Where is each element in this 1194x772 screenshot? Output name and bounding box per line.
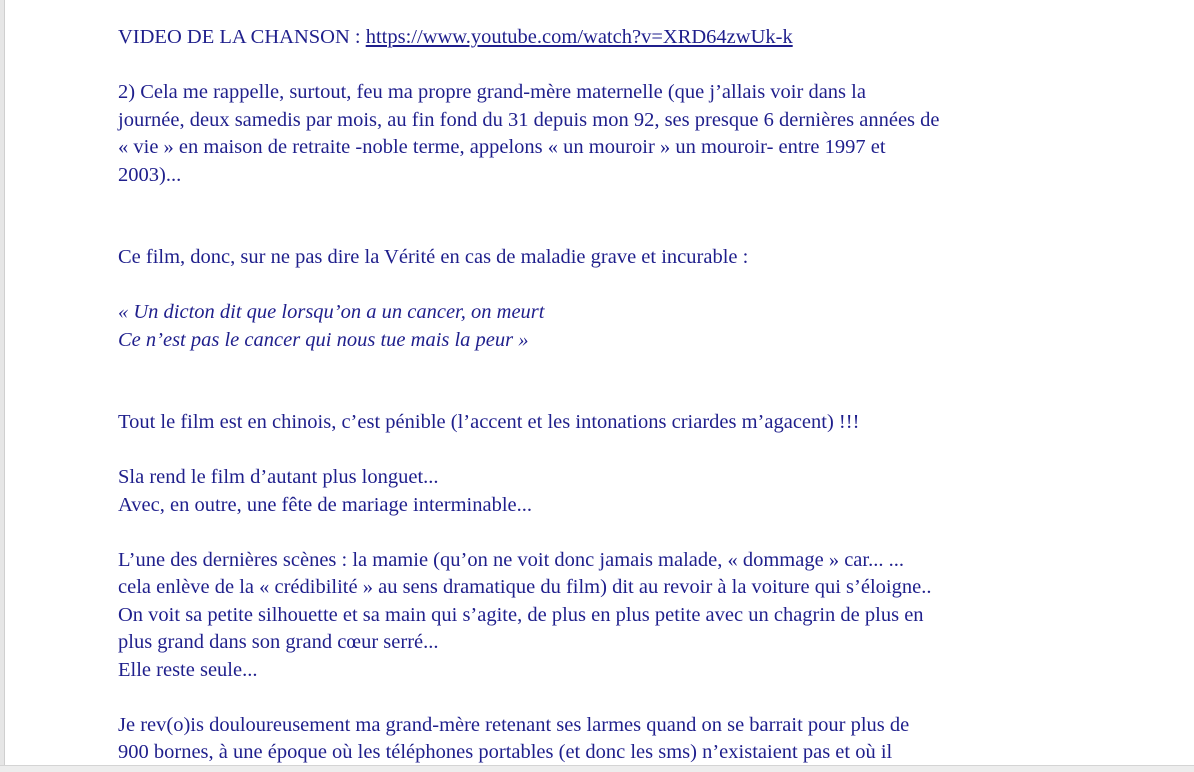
paragraph-line: Avec, en outre, une fête de mariage interminable... xyxy=(118,493,532,516)
left-window-border xyxy=(0,0,5,772)
quote-line: Ce n’est pas le cancer qui nous tue mais la peur » xyxy=(118,328,529,351)
paragraph-line: On voit sa petite silhouette et sa main qui s’agite, de plus en plus petite avec un chagrin de plus en xyxy=(118,603,924,626)
youtube-link[interactable]: https://www.youtube.com/watch?v=XRD64zwUk-k xyxy=(365,26,793,48)
paragraph-line: cela enlève de la « crédibilité » au sens dramatique du film) dit au revoir à la voiture qui s’éloigne.. xyxy=(118,576,932,598)
paragraph-line: plus grand dans son grand cœur serré... xyxy=(118,631,439,653)
paragraph-line: L’une des dernières scènes : la mamie (qu’on ne voit donc jamais malade, « dommage » car... ... xyxy=(118,548,904,571)
paragraph-line: Je rev(o)is douloureusement ma grand-mère retenant ses larmes quand on se barrait pour plus de xyxy=(118,713,910,736)
spacer xyxy=(118,519,1098,547)
chinese-line: Tout le film est en chinois, c’est pénible (l’accent et les intonations criardes m’agacent) !!! xyxy=(118,411,860,433)
spacer xyxy=(118,354,1098,409)
paragraph-line: « vie » en maison de retraite -noble terme, appelons « un mouroir » un mouroir- entre 1997 et xyxy=(118,136,886,158)
paragraph-line: Elle reste seule... xyxy=(118,658,258,681)
spacer xyxy=(118,684,1098,712)
paragraph-line: 2) Cela me rappelle, surtout, feu ma propre grand-mère maternelle (que j’allais voir dans la xyxy=(118,81,866,103)
video-line xyxy=(118,24,1098,52)
video-label: VIDEO DE LA CHANSON : xyxy=(118,26,366,48)
paragraph-line: 900 bornes, à une époque où les téléphones portables (et donc les sms) n’existaient pas et où il xyxy=(118,741,893,763)
paragraph-line: journée, deux samedis par mois, au fin fond du 31 depuis mon 92, ses presque 6 dernières années de xyxy=(118,108,940,131)
spacer xyxy=(118,189,1098,244)
spacer xyxy=(118,52,1098,80)
paragraph-line: 2003)... xyxy=(118,163,182,186)
paragraph-line: Sla rend le film d’autant plus longuet... xyxy=(118,466,439,488)
document-page xyxy=(118,24,1098,767)
spacer xyxy=(118,437,1098,465)
spacer xyxy=(118,272,1098,300)
quote-line: « Un dicton dit que lorsqu’on a un cancer, on meurt xyxy=(118,301,545,323)
horizontal-scrollbar[interactable] xyxy=(0,765,1194,772)
film-intro: Ce film, donc, sur ne pas dire la Vérité en cas de maladie grave et incurable : xyxy=(118,246,749,268)
